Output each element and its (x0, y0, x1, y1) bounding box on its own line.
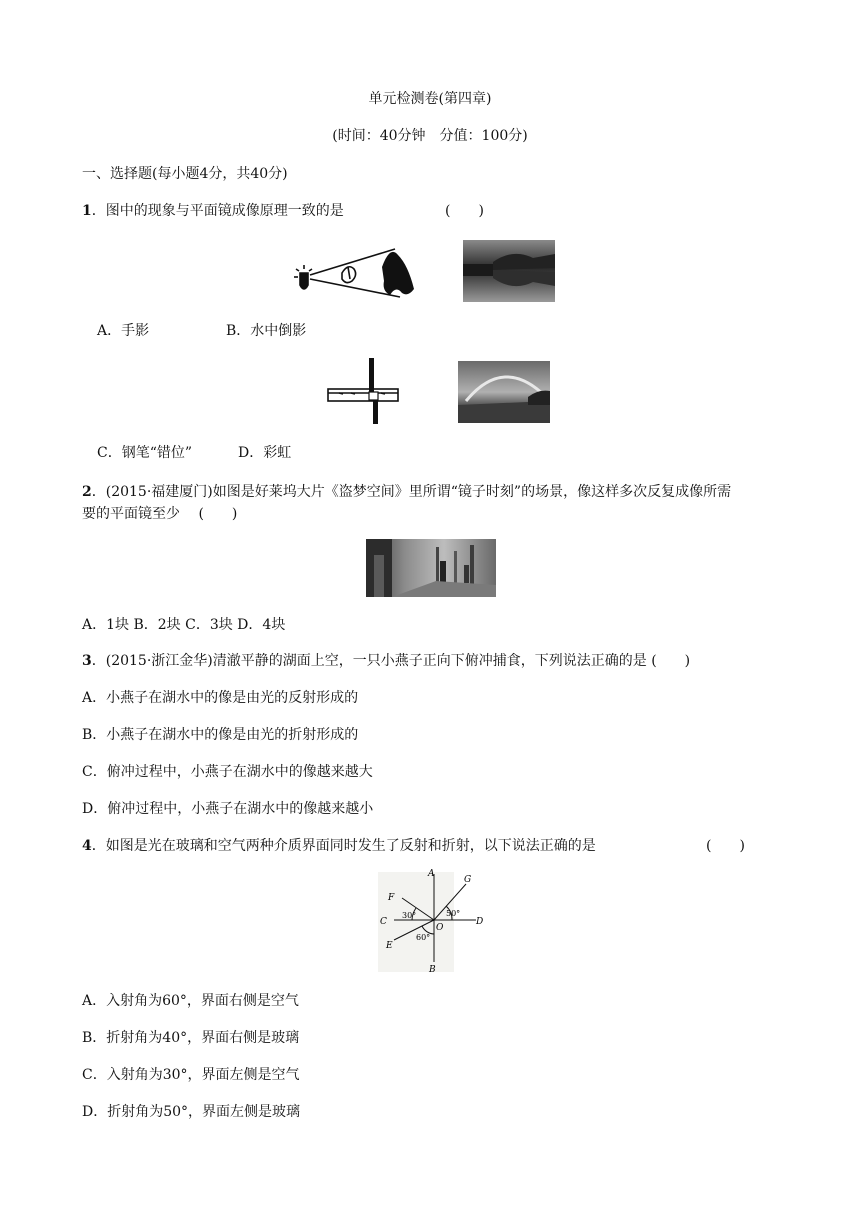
q1-option-b: B．水中倒影 (226, 323, 307, 339)
hand-shadow-figure (290, 245, 422, 300)
mirror-scene-photo (366, 539, 496, 597)
q1-option-c: C．钢笔“错位” (97, 445, 193, 461)
question-number: 4 (82, 838, 92, 854)
q2-options: A．1块 B．2块 C．3块 D．4块 (82, 617, 286, 633)
question-text: ．图中的现象与平面镜成像原理一致的是 (91, 203, 344, 219)
label-angle-60: 60° (416, 933, 431, 942)
question-2 (82, 483, 731, 501)
question-text: ．(2015·福建厦门)如图是好莱坞大片《盗梦空间》里所谓“镜子时刻”的场景，像这样多次反复成像所需 (91, 484, 732, 500)
q1-option-a: A．手影 (97, 323, 150, 339)
question-text: 要的平面镜至少 (82, 506, 180, 522)
q4-option-c: C．入射角为30°，界面左侧是空气 (82, 1067, 300, 1083)
question-text: ．如图是光在玻璃和空气两种介质界面同时发生了反射和折射，以下说法正确的是 (91, 838, 596, 854)
question-number: 3 (82, 653, 92, 669)
question-4 (82, 837, 596, 855)
bridge-reflection-photo (463, 240, 555, 302)
question-text: ．(2015·浙江金华)清澈平静的湖面上空，一只小燕子正向下俯冲捕食，下列说法正确的是 (91, 653, 647, 669)
rainbow-photo (458, 361, 550, 423)
label-f: F (388, 893, 395, 903)
answer-paren: ( ) (445, 203, 484, 219)
label-a: A (428, 869, 435, 879)
question-3 (82, 652, 690, 670)
q3-option-c: C．俯冲过程中，小燕子在湖水中的像越来越大 (82, 764, 373, 780)
label-d: D (476, 917, 484, 927)
label-o: O (436, 923, 444, 933)
pen-misalignment-figure (325, 356, 401, 426)
label-angle-30: 30° (402, 911, 417, 920)
q3-option-d: D．俯冲过程中，小燕子在湖水中的像越来越小 (82, 801, 374, 817)
q1-option-d: D．彩虹 (238, 445, 292, 461)
label-angle-50: 50° (446, 909, 461, 918)
section-heading: 一、选择题(每小题4分，共40分) (82, 166, 288, 182)
answer-paren: ( ) (706, 838, 745, 854)
q4-option-d: D．折射角为50°，界面左侧是玻璃 (82, 1104, 301, 1120)
q3-option-a: A．小燕子在湖水中的像是由光的反射形成的 (82, 690, 359, 706)
page-title: 单元检测卷(第四章) (368, 91, 492, 107)
question-number: 1 (82, 203, 92, 219)
question-2-line2 (82, 505, 237, 523)
diagram-background (378, 872, 454, 972)
question-number: 2 (82, 484, 92, 500)
page-subtitle: (时间：40分钟 分值：100分) (332, 128, 528, 144)
question-1 (82, 202, 344, 220)
label-b: B (429, 965, 436, 975)
light-ray-diagram (372, 868, 484, 976)
q3-option-b: B．小燕子在湖水中的像是由光的折射形成的 (82, 727, 359, 743)
answer-paren: ( ) (651, 653, 691, 669)
answer-paren: ( ) (198, 506, 238, 522)
q4-option-b: B．折射角为40°，界面右侧是玻璃 (82, 1030, 300, 1046)
label-e: E (386, 941, 393, 951)
label-g: G (464, 875, 472, 885)
label-c: C (380, 917, 387, 927)
q4-option-a: A．入射角为60°，界面右侧是空气 (82, 993, 299, 1009)
